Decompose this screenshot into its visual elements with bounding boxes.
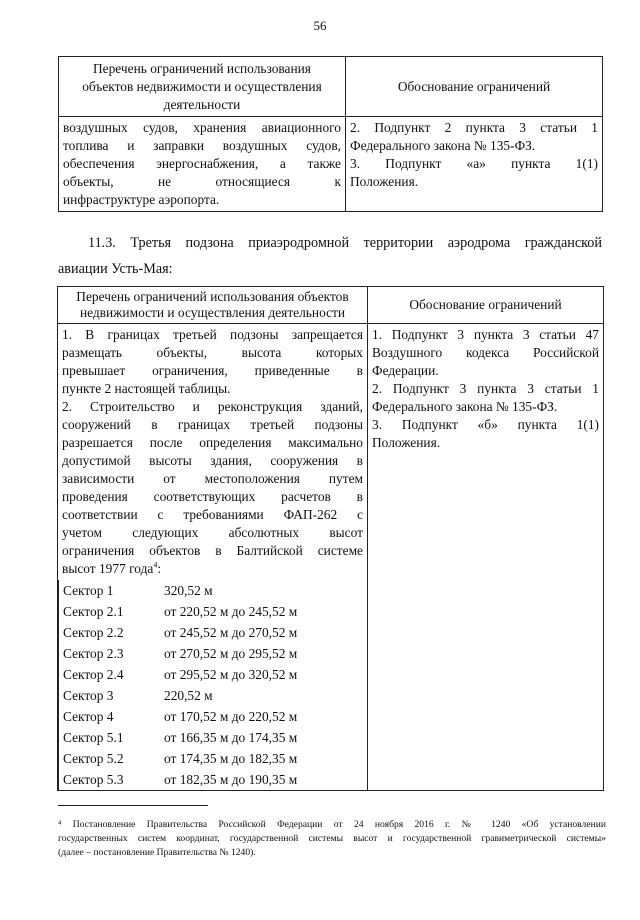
sector-name: Сектор 3 [63,688,114,703]
table1-left-cell: воздушных судов, хранения авиационного топлива и заправки воздушных судов, обеспечения энергоснабжения, а также объекты, не относящиеся к инфраструктуре аэропорта. [59,117,346,212]
sector-row [58,748,363,769]
sector-row [58,685,363,706]
sector-height-value: от 245,52 м до 270,52 м [164,625,298,640]
sector-height-value: 220,52 м [164,688,213,703]
sector-name: Сектор 2.2 [63,625,124,640]
sector-height-value: от 174,35 м до 182,35 м [164,751,298,766]
sector-row [58,769,363,790]
table2-left-cell: 1. В границах третьей подзоны запрещается размещать объекты, высота которых превышает ограничения, приведенные в пункте 2 настоящей таблицы. 2. Строительство и реконструкция зданий, сооружений в границах третьей подзоны разрешается после определения максимально допустимой высоты здания, сооружения в зависимости от местоположения путем проведения соответствующих расчетов в соответствии с требованиями ФАП-262 с учетом следующих абсолютных высот ограничения объектов в Балтийской системе высот 1977 года$^4$: Сектор 1 320,52 м Сектор 2.1 от 220,52 м до 245,52 м Сектор 2.2 от 245,52 м до 270,52 м Сектор 2.3 от 270,52 м до 295,52 м Сектор 2.4 от 295,52 м до 320,52 м Сектор 3 220,52 м Сектор 4 от 170,52 м до 220,52 м Сектор 5.1 от 166,35 м до 174,35 м Сектор 5.2 от 174,35 м до 182,35 м Сектор 5.3 от 182,35 м до 190,35 м [58,324,368,791]
sector-name: Сектор 4 [63,709,114,724]
sector-row [58,727,363,748]
sector-name: Сектор 5.2 [63,751,124,766]
page-number: 56 [313,18,327,33]
sector-name: Сектор 5.1 [63,730,124,745]
table2-right-cell: 1. Подпункт 3 пункта 3 статьи 47 Воздушного кодекса Российской Федерации. 2. Подпункт 3 пункта 3 статьи 1 Федерального закона № 135-ФЗ. 3. Подпункт «б» пункта 1(1) Положения. [368,324,604,791]
sector-height-value: от 220,52 м до 245,52 м [164,604,298,619]
sector-row [58,706,363,727]
footnote-separator [58,805,208,806]
sector-name: Сектор 2.4 [63,667,124,682]
table1-right-cell: 2. Подпункт 2 пункта 3 статьи 1 Федерального закона № 135-ФЗ. 3. Подпункт «а» пункта 1(1) Положения. [346,117,603,212]
restrictions-table-continued [58,56,603,212]
sector-name: Сектор 5.3 [63,772,124,787]
footnote-reference: 4 [153,560,158,570]
sector-list [62,580,363,790]
sector-row [58,664,363,685]
table1-header-left: Перечень ограничений использования объектов недвижимости и осуществления деятельности [59,57,346,117]
sector-row [58,580,363,601]
table2-header-left: Перечень ограничений использования объектов недвижимости и осуществления деятельности [58,287,368,324]
sector-name: Сектор 1 [63,583,114,598]
table2-header-right: Обоснование ограничений [368,287,604,324]
third-subzone-table [57,286,604,791]
sector-height-value: от 182,35 м до 190,35 м [164,772,298,787]
sector-height-value: от 270,52 м до 295,52 м [164,646,298,661]
footnote: ⁴ Постановление Правительства Российской Федерации от 24 ноября 2016 г. № 1240 «Об установлении государственных систем координат, государственной системы высот и государственной гравиметрической системы» (далее – постановление Правительства № 1240). [58,819,606,858]
sector-name: Сектор 2.1 [63,604,124,619]
last-paragraph-line: высот 1977 года$^4$: [62,560,162,576]
table1-header-right: Обоснование ограничений [346,57,603,117]
sector-row [58,622,363,643]
sector-height-value: от 166,35 м до 174,35 м [164,730,298,745]
sector-height-value: от 295,52 м до 320,52 м [164,667,298,682]
sector-row [58,643,363,664]
section-heading: 11.3. Третья подзона приаэродромной территории аэродрома гражданской авиации Усть-Мая: [58,235,602,277]
sector-height-value: от 170,52 м до 220,52 м [164,709,298,724]
sector-height-value: 320,52 м [164,583,213,598]
sector-row [58,601,363,622]
sector-name: Сектор 2.3 [63,646,124,661]
